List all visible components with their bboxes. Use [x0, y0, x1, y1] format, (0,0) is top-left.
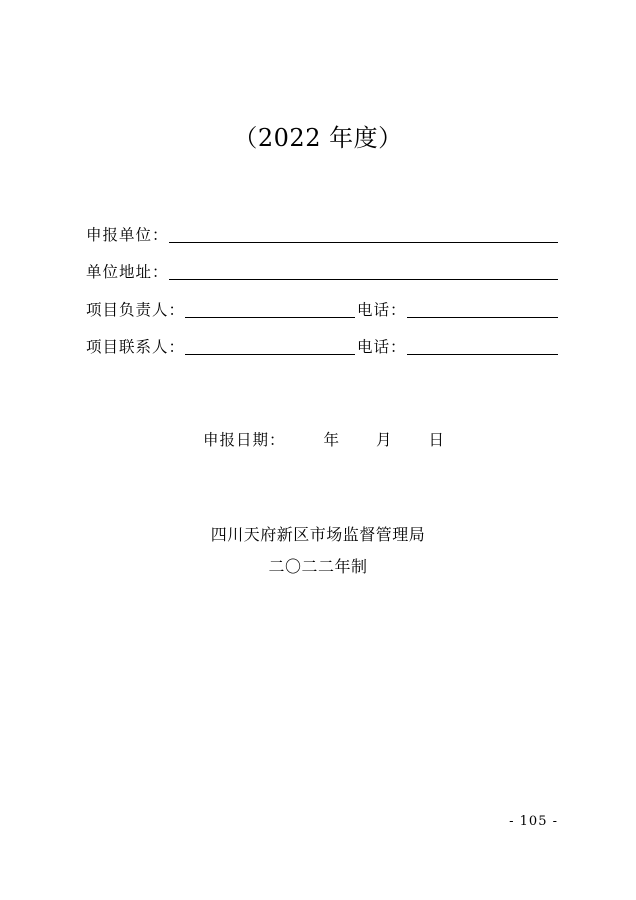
- unit-address-label: 单位地址：: [86, 263, 169, 281]
- date-month: 月: [376, 431, 393, 449]
- date-year: 年: [323, 431, 341, 449]
- project-leader-field[interactable]: [185, 316, 355, 318]
- made-year: 二〇二二年制: [268, 557, 368, 576]
- applicant-unit-row: [86, 222, 558, 244]
- year-title: （2022 年度）: [233, 124, 403, 152]
- project-contact-row: [86, 334, 558, 356]
- project-leader-row: [86, 297, 558, 319]
- unit-address-field[interactable]: [169, 278, 558, 280]
- unit-address-row: [86, 259, 558, 281]
- date-day: 日: [428, 431, 446, 449]
- project-leader-label: 项目负责人：: [86, 301, 186, 319]
- issuer: 四川天府新区市场监督管理局: [210, 525, 426, 544]
- leader-phone-field[interactable]: [407, 316, 558, 318]
- project-contact-label: 项目联系人：: [86, 338, 186, 356]
- application-date: [203, 428, 445, 450]
- page-number: - 105 -: [509, 814, 558, 829]
- date-label: 申报日期：: [203, 431, 286, 449]
- leader-phone-label: 电话：: [357, 301, 407, 319]
- applicant-unit-label: 申报单位：: [86, 226, 169, 244]
- applicant-unit-field[interactable]: [169, 241, 558, 243]
- contact-phone-field[interactable]: [407, 353, 558, 355]
- project-contact-field[interactable]: [185, 353, 355, 355]
- contact-phone-label: 电话：: [357, 338, 407, 356]
